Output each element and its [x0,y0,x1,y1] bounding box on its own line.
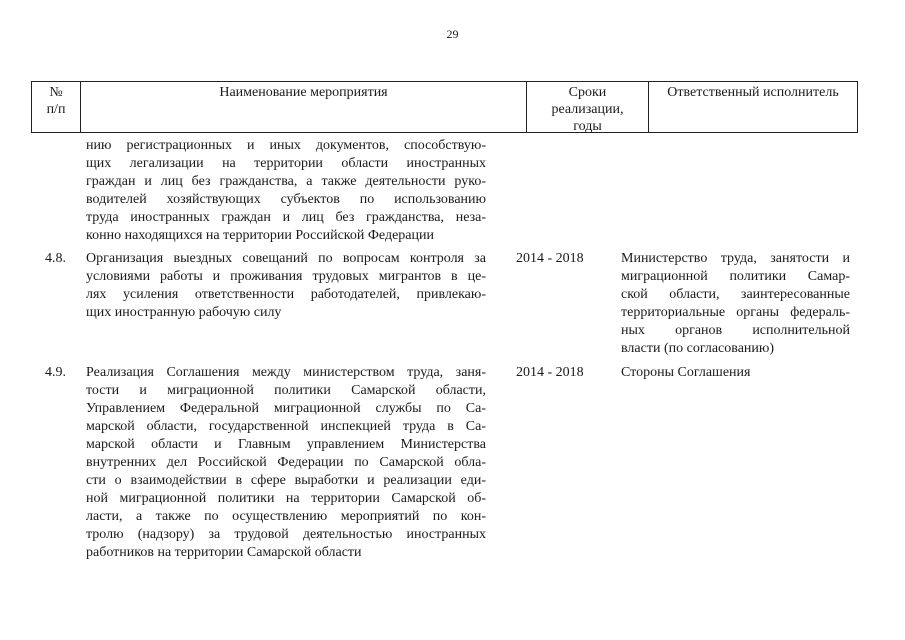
row-activity-text [86,250,486,322]
text-line: ных органов исполнительной [621,323,850,338]
text-line: тости и миграционной политики Самарской области, [86,383,486,398]
header-period-line1: Сроки [568,85,607,100]
text-line: Реализация Соглашения между министерством труда, заня- [86,365,486,380]
text-line: ской области, заинтересованные [621,287,850,302]
text-line: труда иностранных граждан и лиц без гражданства, неза- [86,210,486,225]
text-line: марской области и Главным управлением Министерства [86,437,486,452]
header-name: Наименование мероприятия [219,85,388,100]
row-responsible [621,250,850,358]
text-line: лях усиления ответственности работодателей, привлекаю- [86,287,486,302]
text-line: миграционной политики Самар- [621,269,850,284]
header-period-line3: годы [573,119,602,134]
text-line: Стороны Соглашения [621,365,751,380]
page-number: 29 [446,27,459,41]
header-name-column [80,82,526,132]
header-period-line2: реализации, [551,102,624,117]
text-line: щих иностранную рабочую силу [86,305,282,320]
header-responsible: Ответственный исполнитель [667,85,839,100]
text-line: марской области, государственной инспекцией труда в Са- [86,419,486,434]
row-number: 4.9. [45,365,66,380]
row-period: 2014 - 2018 [516,365,584,380]
row-responsible [621,364,750,382]
text-line: внутренних дел Российской Федерации по Самарской обла- [86,455,486,470]
text-line: Министерство труда, занятости и [621,251,850,266]
header-number-line2: п/п [46,102,66,117]
text-line: территориальные органы федераль- [621,305,850,320]
text-line: ной миграционной политики на территории Самарской об- [86,491,486,506]
header-period-column [526,82,648,132]
row-activity-text [86,364,486,562]
table-header [31,81,858,133]
text-line: водителей хозяйствующих субъектов по использованию [86,192,486,207]
text-line: Организация выездных совещаний по вопросам контроля за [86,251,486,266]
text-line: Управлением Федеральной миграционной службы по Са- [86,401,486,416]
text-line: сти о взаимодействии в сфере выработки и реализации еди- [86,473,486,488]
header-responsible-column [648,82,857,132]
text-line: граждан и лиц без гражданства, а также деятельности руко- [86,174,486,189]
text-line: работников на территории Самарской области [86,545,362,560]
text-line: тролю (надзору) за трудовой деятельностью иностранных [86,527,486,542]
text-line: власти (по согласованию) [621,341,775,356]
continuation-text [86,137,486,245]
row-number: 4.8. [45,251,66,266]
text-line: щих легализации на территории области иностранных [86,156,486,171]
text-line: условиями работы и проживания трудовых мигрантов в це- [86,269,486,284]
header-number-line1: № [49,85,63,100]
text-line: ласти, а также по осуществлению мероприятий по кон- [86,509,486,524]
text-line: конно находящихся на территории Российской Федерации [86,228,434,243]
header-number-column [32,82,80,132]
text-line: нию регистрационных и иных документов, способствую- [86,138,486,153]
row-period: 2014 - 2018 [516,251,584,266]
